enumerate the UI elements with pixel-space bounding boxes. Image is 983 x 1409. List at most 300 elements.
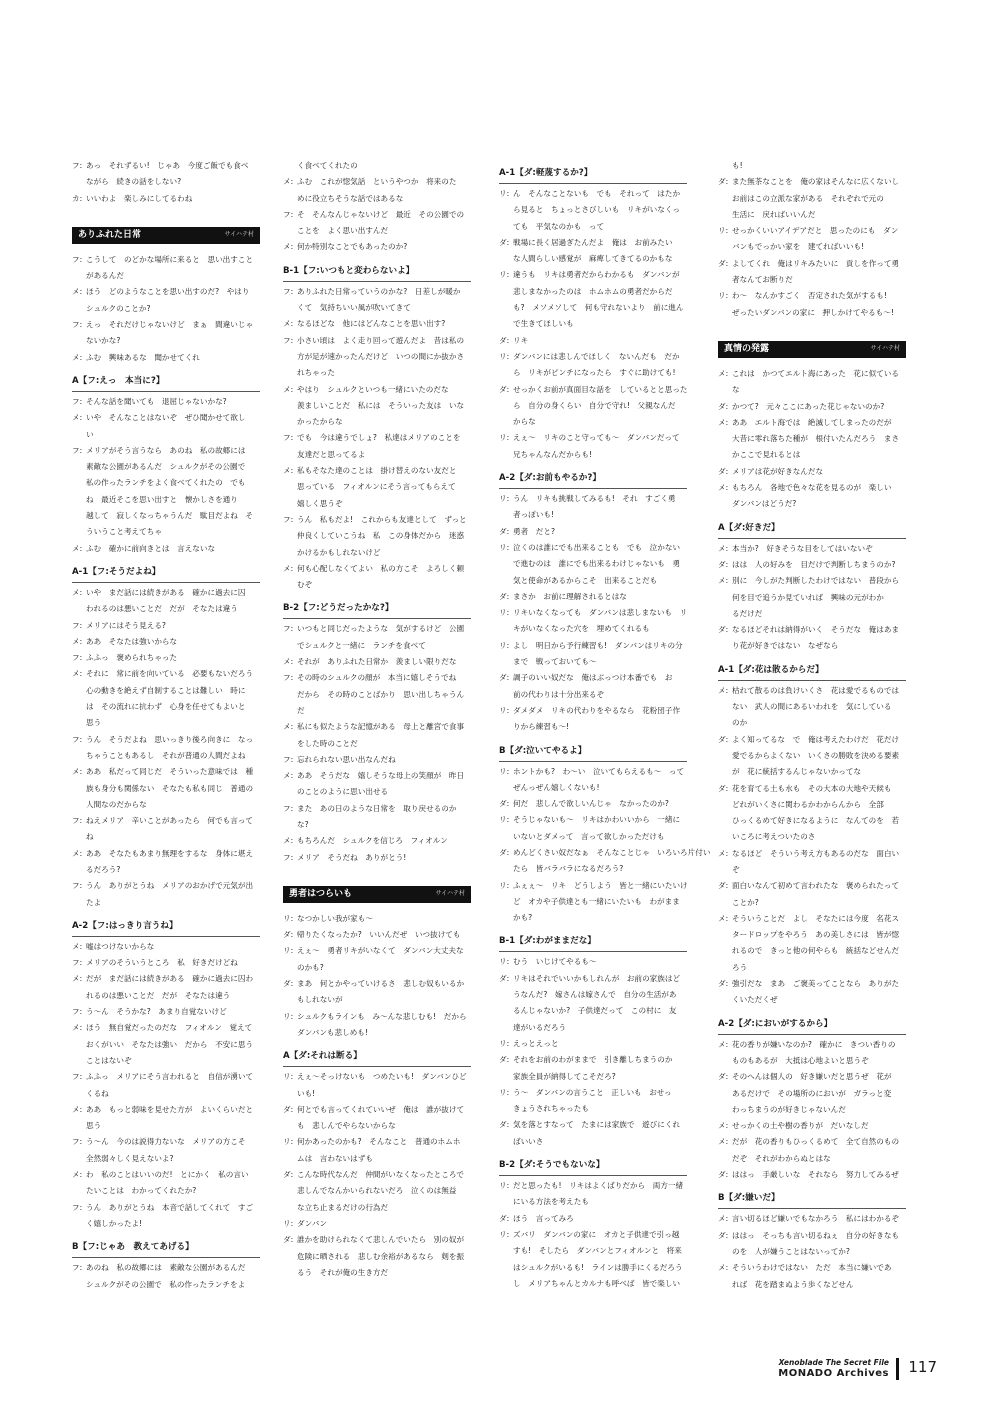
- choice-heading: A-2【フ:はっきり言うね】: [72, 919, 260, 937]
- speaker-tag: ダ:: [718, 979, 729, 989]
- section-title: 真情の発露: [724, 344, 770, 355]
- dialogue-line: [72, 813, 260, 829]
- speaker-tag: ダ:: [283, 1235, 294, 1245]
- dialogue-text: ら見ると ちょっとさびしいも リキがいなくっ: [513, 205, 680, 215]
- dialogue-text: く嬉しかったよ!: [86, 1218, 143, 1228]
- dialogue-line: [283, 1183, 471, 1199]
- dialogue-text: もちろん 各地で色々な花を見るのが 楽しい: [732, 483, 892, 493]
- dialogue-line: [283, 316, 471, 332]
- speaker-tag: リ:: [499, 494, 510, 504]
- dialogue-line: [718, 992, 906, 1008]
- dialogue-text: い: [86, 429, 94, 439]
- dialogue-line: [718, 541, 906, 557]
- dialogue-line: [499, 670, 687, 686]
- speaker-tag: [283, 1086, 297, 1102]
- dialogue-text: ダンバンには悲しんでほしく ないんだも だか: [513, 351, 680, 361]
- dialogue-line: [72, 541, 260, 557]
- speaker-tag: ダ:: [718, 1170, 729, 1180]
- dialogue-line: [499, 540, 687, 556]
- speaker-tag: [283, 1200, 297, 1216]
- dialogue-text: かったからな: [297, 417, 343, 427]
- dialogue-line: [499, 1276, 687, 1292]
- choice-heading: B-2【ダ:そうでもないな】: [499, 1158, 687, 1176]
- dialogue-line: [718, 1037, 906, 1053]
- dialogue-text: 戦場に長く居過ぎたんだよ 俺は お前みたい: [513, 237, 673, 247]
- speaker-tag: リ:: [499, 1229, 510, 1239]
- speaker-tag: メ:: [72, 352, 83, 362]
- choice-heading: A【ダ:それは断る】: [283, 1049, 471, 1067]
- dialogue-text: 何か特別なことでもあったのか?: [297, 242, 408, 252]
- dialogue-text: リキいなくなっても ダンバンは悲しまないも リ: [513, 608, 688, 618]
- dialogue-line: [718, 764, 906, 780]
- speaker-tag: フ:: [72, 320, 83, 330]
- dialogue-text: 思う: [86, 1121, 102, 1131]
- speaker-tag: [718, 496, 732, 512]
- dialogue-text: な?: [297, 819, 309, 829]
- speaker-tag: [283, 1025, 297, 1041]
- speaker-tag: カ:: [72, 193, 83, 203]
- speaker-tag: ダ:: [718, 881, 729, 891]
- dialogue-text: その時のシュルクの顔が 本当に嬉しそうでね: [297, 673, 457, 683]
- dialogue-text: わ～ なんかすごく 否定された気がするも!: [732, 291, 887, 301]
- dialogue-line: [499, 1194, 687, 1210]
- dialogue-text: ダンバンはどうだ?: [732, 499, 797, 509]
- dialogue-text: ぜったいダンバンの家に 押しかけてやるも～!: [732, 307, 894, 317]
- dialogue-text: うなんだ? 嫁さんは嫁さんで 自分の生活があ: [513, 990, 677, 1000]
- dialogue-text: せっかくいいアイデアだと 思ったのにも ダン: [732, 226, 899, 236]
- dialogue-line: [72, 618, 260, 634]
- speaker-tag: フ:: [283, 852, 294, 862]
- speaker-tag: メ:: [283, 319, 294, 329]
- dialogue-text: 嘘はつけないからな: [86, 941, 155, 951]
- speaker-tag: [72, 1037, 86, 1053]
- dialogue-line: [283, 1151, 471, 1167]
- choice-heading: B【ダ:泣いてやるよ】: [499, 744, 687, 762]
- speaker-tag: フ:: [72, 1137, 83, 1147]
- dialogue-text: 本当か? 好きそうな目をしてはいないぞ: [732, 543, 873, 553]
- dialogue-text: 私にも似たような記憶がある 母上と離宮で食事: [297, 722, 465, 732]
- speaker-tag: [72, 862, 86, 878]
- dialogue-text: ばいいさ: [513, 1136, 544, 1146]
- speaker-tag: ダ:: [499, 1213, 510, 1223]
- speaker-tag: [283, 736, 297, 752]
- dialogue-text: そういうことだ よし そなたには今度 名花ス: [732, 913, 900, 923]
- speaker-tag: [283, 1265, 297, 1281]
- dialogue-line: [72, 1200, 260, 1216]
- dialogue-line: [499, 235, 687, 251]
- dialogue-line: [499, 430, 687, 446]
- dialogue-text: 危険に晒される 悲しむ余裕があるなら 剣を振: [297, 1251, 465, 1261]
- dialogue-text: 何かあったのかも? そんなこと 普通のホムホ: [297, 1137, 461, 1147]
- speaker-tag: ダ:: [283, 1104, 294, 1114]
- speaker-tag: [499, 251, 513, 267]
- dialogue-line: [283, 768, 471, 784]
- dialogue-line: [283, 174, 471, 190]
- speaker-tag: ダ:: [718, 1230, 729, 1240]
- speaker-tag: [283, 545, 297, 561]
- dialogue-text: はシュルクがいるも! ラインは勝手にくるだろう: [513, 1262, 683, 1272]
- dialogue-line: [283, 545, 471, 561]
- dialogue-text: めんどくさい奴だなぁ そんなことじゃ いろいろ片付い: [513, 847, 711, 857]
- dialogue-line: [283, 528, 471, 544]
- dialogue-line: [718, 573, 906, 589]
- speaker-tag: フ:: [283, 433, 294, 443]
- speaker-tag: リ:: [499, 433, 510, 443]
- dialogue-text: こんな時代なんだ 仲間がいなくなったところで: [297, 1170, 464, 1180]
- speaker-tag: メ:: [72, 669, 83, 679]
- speaker-tag: [499, 687, 513, 703]
- dialogue-text: いつもと同じだったような 気がするけど 公園: [297, 624, 465, 634]
- dialogue-text: ことを よく思い出すんだ: [297, 226, 389, 236]
- dialogue-line: [499, 829, 687, 845]
- dialogue-line: [718, 557, 906, 573]
- speaker-tag: [718, 748, 732, 764]
- speaker-tag: メ:: [718, 1137, 729, 1147]
- speaker-tag: [499, 1069, 513, 1085]
- dialogue-text: あっ それずるい! じゃあ 今度ご飯でも食べ: [86, 161, 249, 170]
- dialogue-line: [72, 350, 260, 366]
- dialogue-text: いいわよ 楽しみにしてるわね: [86, 193, 193, 203]
- speaker-tag: [499, 654, 513, 670]
- speaker-tag: [499, 556, 513, 572]
- dialogue-text: のことのように思い出せる: [297, 787, 389, 797]
- dialogue-line: [499, 382, 687, 398]
- dialogue-line: [499, 1134, 687, 1150]
- dialogue-line: [72, 715, 260, 731]
- spacer: [718, 321, 906, 332]
- dialogue-line: [718, 447, 906, 463]
- dialogue-line: [283, 349, 471, 365]
- speaker-tag: [499, 987, 513, 1003]
- dialogue-line: [718, 1118, 906, 1134]
- dialogue-line: [499, 186, 687, 202]
- dialogue-line: [718, 366, 906, 382]
- speaker-tag: フ:: [72, 254, 83, 264]
- dialogue-line: [283, 719, 471, 735]
- dialogue-text: ふふっ メリアにそう言われると 自信が湧いて: [86, 1072, 254, 1082]
- dialogue-text: よく知ってるな で 俺は考えたわけだ 花だけ: [732, 734, 900, 744]
- dialogue-text: ほう どのようなことを思い出すのだ? やはり: [86, 287, 250, 297]
- speaker-tag: [72, 829, 86, 845]
- speaker-tag: [718, 1277, 732, 1293]
- speaker-tag: [283, 1151, 297, 1167]
- dialogue-text: まで 戦っておいても～: [513, 657, 597, 667]
- dialogue-text: 私もそなた達のことは 掛け替えのない友だと: [297, 466, 457, 476]
- speaker-tag: ダ:: [718, 401, 729, 411]
- dialogue-line: [283, 992, 471, 1008]
- dialogue-line: [283, 496, 471, 512]
- speaker-tag: メ:: [283, 836, 294, 846]
- dialogue-text: 兄ちゃんなんだからも!: [513, 449, 592, 459]
- speaker-tag: [718, 699, 732, 715]
- speaker-tag: ダ:: [499, 973, 510, 983]
- dialogue-text: く食べてくれたの: [297, 161, 358, 170]
- dialogue-text: ムは 言わないはずも: [297, 1153, 373, 1163]
- speaker-tag: [283, 817, 297, 833]
- dialogue-line: [283, 1200, 471, 1216]
- dialogue-line: [718, 207, 906, 223]
- dialogue-line: [499, 1178, 687, 1194]
- column-2: [283, 158, 471, 1281]
- dialogue-text: 嬉しく思うぞ: [297, 498, 343, 508]
- dialogue-text: リキ: [513, 335, 529, 345]
- speaker-tag: [718, 943, 732, 959]
- speaker-tag: リ:: [499, 608, 510, 618]
- dialogue-line: [72, 394, 260, 410]
- dialogue-line: [283, 1265, 471, 1281]
- dialogue-line: [283, 398, 471, 414]
- dialogue-text: ど オカや子供達とも一緒にいたいも わがまま: [513, 896, 680, 906]
- dialogue-line: [718, 382, 906, 398]
- dialogue-text: また あの日のような日常を 取り戻せるのか: [297, 803, 457, 813]
- dialogue-line: [72, 317, 260, 333]
- speaker-tag: ダ:: [718, 1072, 729, 1082]
- speaker-tag: [72, 895, 86, 911]
- dialogue-text: たいことは わかってくれたか?: [86, 1186, 197, 1196]
- dialogue-text: なるほどな 他にはどんなことを思い出す?: [297, 319, 446, 329]
- speaker-tag: [72, 748, 86, 764]
- dialogue-line: [718, 683, 906, 699]
- speaker-tag: [718, 862, 732, 878]
- dialogue-text: ほう 無自覚だったのだな フィオルン 覚えて: [86, 1023, 253, 1033]
- dialogue-text: それに 常に前を向いている 必要もないだろう: [86, 669, 254, 679]
- dialogue-line: [283, 752, 471, 768]
- dialogue-line: [499, 954, 687, 970]
- speaker-tag: フ:: [72, 1263, 83, 1273]
- speaker-tag: メ:: [72, 1104, 83, 1114]
- dialogue-text: う～ん そうかな? あまり自覚ないけど: [86, 1007, 227, 1017]
- speaker-tag: ダ:: [499, 1120, 510, 1130]
- dialogue-line: [283, 1086, 471, 1102]
- dialogue-text: くいただくぜ: [732, 995, 778, 1005]
- speaker-tag: メ:: [72, 974, 83, 984]
- dialogue-text: し メリアちゃんとカルナも呼べば 皆で楽しい: [513, 1278, 681, 1288]
- dialogue-line: [283, 817, 471, 833]
- dialogue-line: [283, 654, 471, 670]
- speaker-tag: [72, 797, 86, 813]
- dialogue-text: また無茶なことを 俺の家はそんなに広くないし: [732, 177, 900, 187]
- section-location: サイハテ村: [870, 345, 900, 353]
- dialogue-line: [72, 459, 260, 475]
- speaker-tag: [718, 764, 732, 780]
- dialogue-text: むぞ: [297, 580, 313, 590]
- speaker-tag: [72, 1183, 86, 1199]
- dialogue-text: メリアにはそう見える?: [86, 620, 166, 630]
- dialogue-line: [72, 650, 260, 666]
- dialogue-line: [283, 1134, 471, 1150]
- choice-heading: A-2【ダ:においがするから】: [718, 1017, 906, 1035]
- dialogue-line: [718, 223, 906, 239]
- dialogue-line: [283, 1102, 471, 1118]
- dialogue-text: かも?: [513, 913, 533, 923]
- speaker-tag: [72, 1053, 86, 1069]
- dialogue-text: でも 今は違うでしょ? 私達はメリアのことを: [297, 433, 461, 443]
- dialogue-line: [718, 699, 906, 715]
- speaker-tag: [72, 1086, 86, 1102]
- dialogue-text: いや そんなことはないぞ ぜひ聞かせて欲し: [86, 413, 246, 423]
- dialogue-text: いないとダメって 言って欲しかっただけも: [513, 831, 665, 841]
- speaker-tag: フ:: [72, 816, 83, 826]
- speaker-tag: フ:: [283, 754, 294, 764]
- dialogue-line: [72, 939, 260, 955]
- dialogue-line: [718, 846, 906, 862]
- dialogue-text: 越して 寂しくなっちゃうんだ 駄目だよね そ: [86, 511, 254, 521]
- dialogue-line: [283, 801, 471, 817]
- dialogue-text: ズバリ ダンバンの家に オカと子供達で引っ越: [513, 1229, 680, 1239]
- dialogue-text: あのね 私の故郷には 素敵な公園があるんだ: [86, 1263, 246, 1273]
- dialogue-text: をした時のことだ: [297, 738, 358, 748]
- dialogue-line: [499, 621, 687, 637]
- dialogue-line: [718, 732, 906, 748]
- speaker-tag: メ:: [718, 576, 729, 586]
- speaker-tag: [499, 1003, 513, 1019]
- dialogue-line: [499, 654, 687, 670]
- section-title: 勇者はつらいも: [289, 889, 353, 900]
- dialogue-line: [718, 781, 906, 797]
- dialogue-line: [72, 1183, 260, 1199]
- speaker-tag: [499, 1134, 513, 1150]
- dialogue-line: [283, 833, 471, 849]
- speaker-tag: フ:: [72, 620, 83, 630]
- speaker-tag: [72, 781, 86, 797]
- dialogue-line: [283, 621, 471, 637]
- speaker-tag: [499, 219, 513, 235]
- dialogue-line: [499, 300, 687, 316]
- dialogue-text: メリアのそういうところ 私 好きだけどね: [86, 958, 238, 968]
- choice-heading: A-1【ダ:軽蔑するか?】: [499, 166, 687, 184]
- speaker-tag: リ:: [499, 542, 510, 552]
- speaker-tag: [499, 621, 513, 637]
- dialogue-text: だ: [297, 705, 305, 715]
- dialogue-line: [499, 1052, 687, 1068]
- dialogue-line: [499, 1101, 687, 1117]
- dialogue-line: [718, 272, 906, 288]
- dialogue-line: [283, 239, 471, 255]
- dialogue-line: [718, 305, 906, 321]
- speaker-tag: [718, 158, 732, 174]
- speaker-tag: [72, 524, 86, 540]
- dialogue-text: ことはないぞ: [86, 1055, 132, 1065]
- dialogue-line: [72, 475, 260, 491]
- dialogue-line: [718, 878, 906, 894]
- dialogue-line: [499, 1069, 687, 1085]
- dialogue-line: [283, 1118, 471, 1134]
- speaker-tag: フ:: [72, 653, 83, 663]
- speaker-tag: フ:: [72, 881, 83, 891]
- speaker-tag: [72, 427, 86, 443]
- speaker-tag: メ:: [718, 1039, 729, 1049]
- dialogue-line: [283, 447, 471, 463]
- dialogue-line: [283, 463, 471, 479]
- speaker-tag: [499, 284, 513, 300]
- dialogue-line: [718, 1134, 906, 1150]
- speaker-tag: [499, 398, 513, 414]
- dialogue-line: [283, 1232, 471, 1248]
- dialogue-line: [499, 638, 687, 654]
- dialogue-text: ダンバンも悲しめも!: [297, 1027, 368, 1037]
- dialogue-text: わっちまうのが好きじゃないんだ: [732, 1104, 846, 1114]
- speaker-tag: [72, 301, 86, 317]
- dialogue-text: が 花に統括するんじゃないかってな: [732, 767, 862, 777]
- dialogue-text: メリアは花が好きなんだな: [732, 466, 824, 476]
- speaker-tag: メ:: [718, 1121, 729, 1131]
- speaker-tag: リ:: [283, 1137, 294, 1147]
- dialogue-text: 誰かを助けられなくて悲しんでいたら 別の奴が: [297, 1235, 465, 1245]
- speaker-tag: メ:: [283, 242, 294, 252]
- dialogue-text: あるだけで その場所のにおいが ガラっと変: [732, 1088, 892, 1098]
- dialogue-line: [718, 415, 906, 431]
- dialogue-line: [72, 524, 260, 540]
- choice-heading: B-2【フ:どうだったかな?】: [283, 601, 471, 619]
- speaker-tag: リ:: [718, 291, 729, 301]
- dialogue-line: [72, 1004, 260, 1020]
- dialogue-line: [72, 683, 260, 699]
- dialogue-text: ちゃうこともあるし それが普通の人間だよね: [86, 750, 246, 760]
- dialogue-line: [718, 895, 906, 911]
- dialogue-line: [72, 1053, 260, 1069]
- dialogue-line: [283, 223, 471, 239]
- dialogue-text: ぞ: [732, 864, 740, 874]
- dialogue-line: [72, 601, 260, 617]
- speaker-tag: リ:: [499, 766, 510, 776]
- dialogue-text: こうして のどかな場所に来ると 思い出すこと: [86, 254, 254, 264]
- dialogue-line: [499, 267, 687, 283]
- dialogue-text: ああ エルト海では 絶滅してしまったのだが: [732, 417, 892, 427]
- dialogue-text: 素敵な公園があるんだ シュルクがその公園で: [86, 462, 246, 472]
- dialogue-line: [499, 861, 687, 877]
- dialogue-line: [283, 365, 471, 381]
- speaker-tag: [718, 895, 732, 911]
- dialogue-line: [499, 894, 687, 910]
- dialogue-line: [72, 797, 260, 813]
- dialogue-line: [499, 491, 687, 507]
- speaker-tag: [718, 1151, 732, 1167]
- dialogue-line: [283, 382, 471, 398]
- dialogue-text: 何とでも言ってくれていいぜ 俺は 誰が抜けて: [297, 1104, 465, 1114]
- speaker-tag: リ:: [499, 1087, 510, 1097]
- speaker-tag: [718, 829, 732, 845]
- speaker-tag: [499, 829, 513, 845]
- dialogue-line: [718, 239, 906, 255]
- speaker-tag: [718, 590, 732, 606]
- dialogue-line: [718, 943, 906, 959]
- dialogue-line: [499, 414, 687, 430]
- dialogue-line: [72, 1102, 260, 1118]
- speaker-tag: [499, 365, 513, 381]
- dialogue-text: ふぇぇ～ リキ どうしよう 皆と一緒にいたいけ: [513, 880, 688, 890]
- dialogue-text: 全然弱々しく見えないよ?: [86, 1153, 174, 1163]
- dialogue-line: [499, 1211, 687, 1227]
- dialogue-text: 仲良くしていこうね 私 この身体だから 迷惑: [297, 531, 465, 541]
- speaker-tag: フ:: [72, 445, 83, 455]
- dialogue-text: ああ そなたもあまり無理をするな 身体に堪え: [86, 848, 254, 858]
- speaker-tag: メ:: [718, 913, 729, 923]
- dialogue-text: おくがいい そなたは強い だから 不安に思う: [86, 1039, 254, 1049]
- dialogue-text: よしてくれ 俺はリキみたいに 貢しを作って勇: [732, 258, 900, 268]
- dialogue-text: タードロップをやろう あの美しさには 皆が惚: [732, 930, 899, 940]
- dialogue-text: な: [732, 385, 740, 395]
- dialogue-text: いころに考えついたのさ: [732, 832, 816, 842]
- dialogue-line: [72, 1118, 260, 1134]
- speaker-tag: メ:: [283, 722, 294, 732]
- dialogue-line: [283, 284, 471, 300]
- speaker-tag: [283, 784, 297, 800]
- dialogue-line: [718, 480, 906, 496]
- dialogue-text: うん リキも挑戦してみるも! それ すごく勇: [513, 494, 676, 504]
- dialogue-line: [283, 512, 471, 528]
- dialogue-line: [72, 666, 260, 682]
- dialogue-line: [718, 797, 906, 813]
